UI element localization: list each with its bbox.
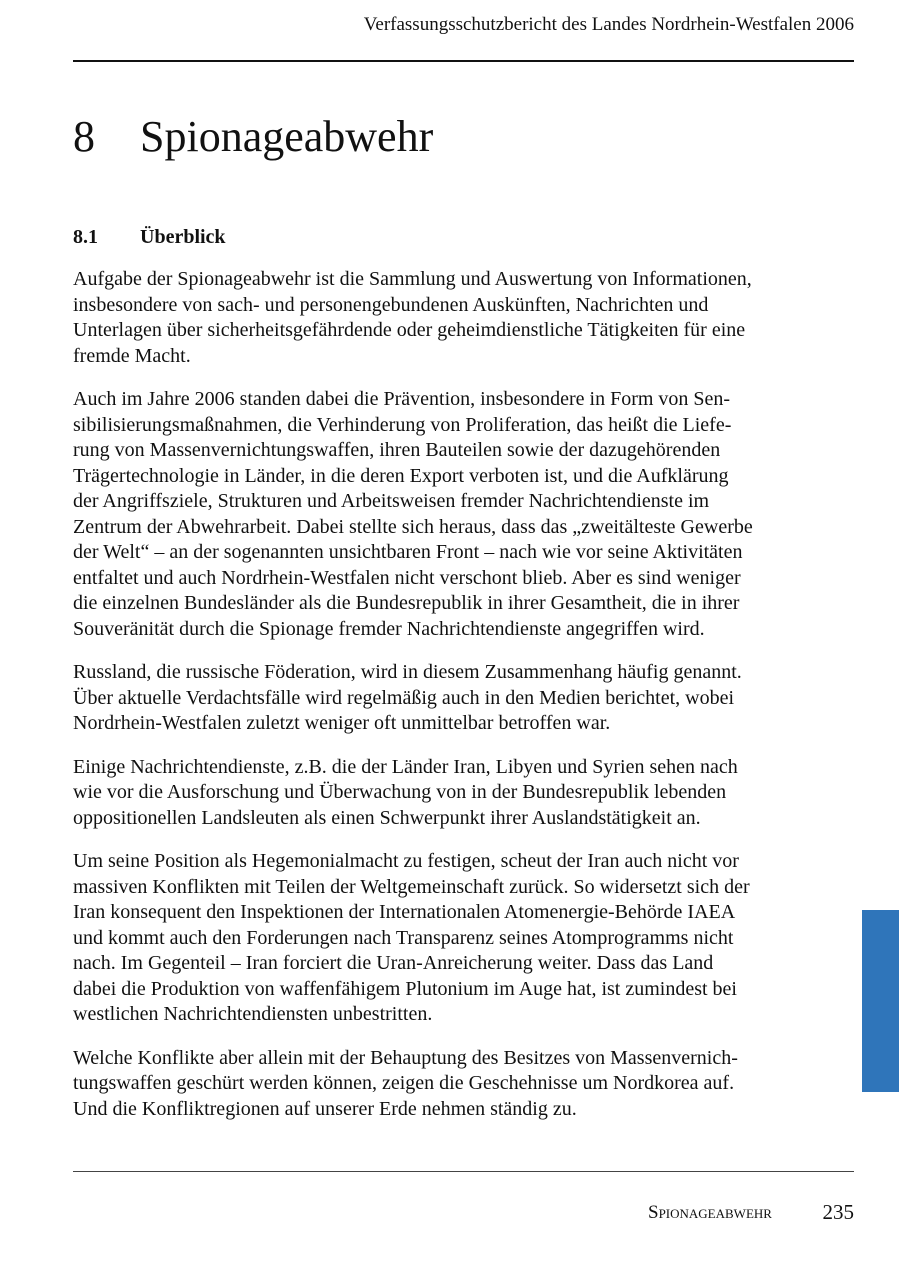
text-line: und kommt auch den Forderungen nach Transparenz seines Atomprogramms nicht — [73, 926, 734, 949]
text-line: Um seine Position als Hegemonialmacht zu festigen, scheut der Iran auch nicht vor — [73, 850, 739, 872]
chapter-side-tab — [862, 910, 899, 1092]
text-line: Trägertechnologie in Länder, in die deren Export verboten ist, und die Aufklärung — [73, 464, 729, 487]
text-line: Welche Konflikte aber allein mit der Behauptung des Besitzes von Massenvernich- — [73, 1046, 738, 1069]
text-line: Souveränität durch die Spionage fremder Nachrichtendienste angegriffen wird. — [73, 617, 705, 640]
paragraph — [73, 755, 818, 832]
paragraph — [73, 387, 818, 642]
paragraph — [73, 660, 818, 737]
text-line: oppositionellen Landsleuten als einen Schwerpunkt ihrer Auslandstätigkeit an. — [73, 806, 701, 829]
paragraph — [73, 1046, 818, 1123]
text-line: Russland, die russische Föderation, wird in diesem Zusammenhang häufig genannt. — [73, 661, 742, 683]
running-header: Verfassungsschutzbericht des Landes Nordrhein-Westfalen 2006 — [363, 14, 854, 35]
footer-rule — [73, 1171, 854, 1172]
paragraph — [73, 267, 818, 369]
text-line: Einige Nachrichtendienste, z.B. die der Länder Iran, Libyen und Syrien sehen nach — [73, 755, 738, 778]
text-line: Aufgabe der Spionageabwehr ist die Sammlung und Auswertung von Informationen, — [73, 268, 752, 290]
text-line: rung von Massenvernichtungswaffen, ihren Bauteilen sowie der dazugehörenden — [73, 439, 721, 461]
text-line: Und die Konfliktregionen auf unserer Erde nehmen ständig zu. — [73, 1097, 577, 1120]
text-line: die einzelnen Bundesländer als die Bundesrepublik in ihrer Gesamtheit, die in ihrer — [73, 592, 740, 614]
chapter-title: Spionageabwehr — [140, 112, 434, 161]
text-line: entfaltet und auch Nordrhein-Westfalen nicht verschont blieb. Aber es sind weniger — [73, 566, 741, 589]
text-line: tungswaffen geschürt werden können, zeigen die Geschehnisse um Nordkorea auf. — [73, 1072, 735, 1094]
text-line: Auch im Jahre 2006 standen dabei die Prävention, insbesondere in Form von Sen- — [73, 388, 731, 410]
chapter-heading — [73, 110, 433, 164]
text-line: nach. Im Gegenteil – Iran forciert die Uran-Anreicherung weiter. Dass das Land — [73, 952, 714, 974]
text-line: Nordrhein-Westfalen zuletzt weniger oft unmittelbar betroffen war. — [73, 712, 611, 734]
text-line: der Angriffsziele, Strukturen und Arbeitsweisen fremder Nachrichtendienste im — [73, 490, 710, 512]
text-line: Iran konsequent den Inspektionen der Internationalen Atomenergie-Behörde IAEA — [73, 901, 736, 923]
text-line: fremde Macht. — [73, 344, 191, 367]
paragraph — [73, 849, 818, 1028]
chapter-number: 8 — [73, 112, 95, 161]
section-title: Überblick — [140, 226, 226, 248]
text-line: der Welt“ – an der sogenannten unsichtbaren Front – nach wie vor seine Aktivitäten — [73, 541, 743, 563]
text-line: Zentrum der Abwehrarbeit. Dabei stellte sich heraus, dass das „zweitälteste Gewerbe — [73, 515, 753, 538]
text-line: Unterlagen über sicherheitsgefährdende oder geheimdienstliche Tätigkeiten für eine — [73, 319, 746, 341]
footer-section-label: Spionageabwehr — [648, 1202, 772, 1223]
text-line: westlichen Nachrichtendiensten unbestritten. — [73, 1003, 433, 1025]
text-line: insbesondere von sach- und personengebundenen Auskünften, Nachrichten und — [73, 293, 709, 316]
text-line: massiven Konflikten mit Teilen der Weltgemeinschaft zurück. So widersetzt sich der — [73, 875, 750, 898]
header-rule — [73, 60, 854, 62]
text-line: sibilisierungsmaßnahmen, die Verhinderung von Proliferation, das heißt die Liefe- — [73, 413, 732, 436]
body-text — [73, 267, 818, 1140]
page-number: 235 — [822, 1200, 854, 1224]
text-line: dabei die Produktion von waffenfähigem Plutonium im Auge hat, ist zumindest bei — [73, 977, 737, 1000]
section-number: 8.1 — [73, 226, 98, 248]
section-heading — [73, 224, 226, 250]
text-line: Über aktuelle Verdachtsfälle wird regelmäßig auch in den Medien berichtet, wobei — [73, 686, 735, 709]
text-line: wie vor die Ausforschung und Überwachung von in der Bundesrepublik lebenden — [73, 781, 727, 803]
